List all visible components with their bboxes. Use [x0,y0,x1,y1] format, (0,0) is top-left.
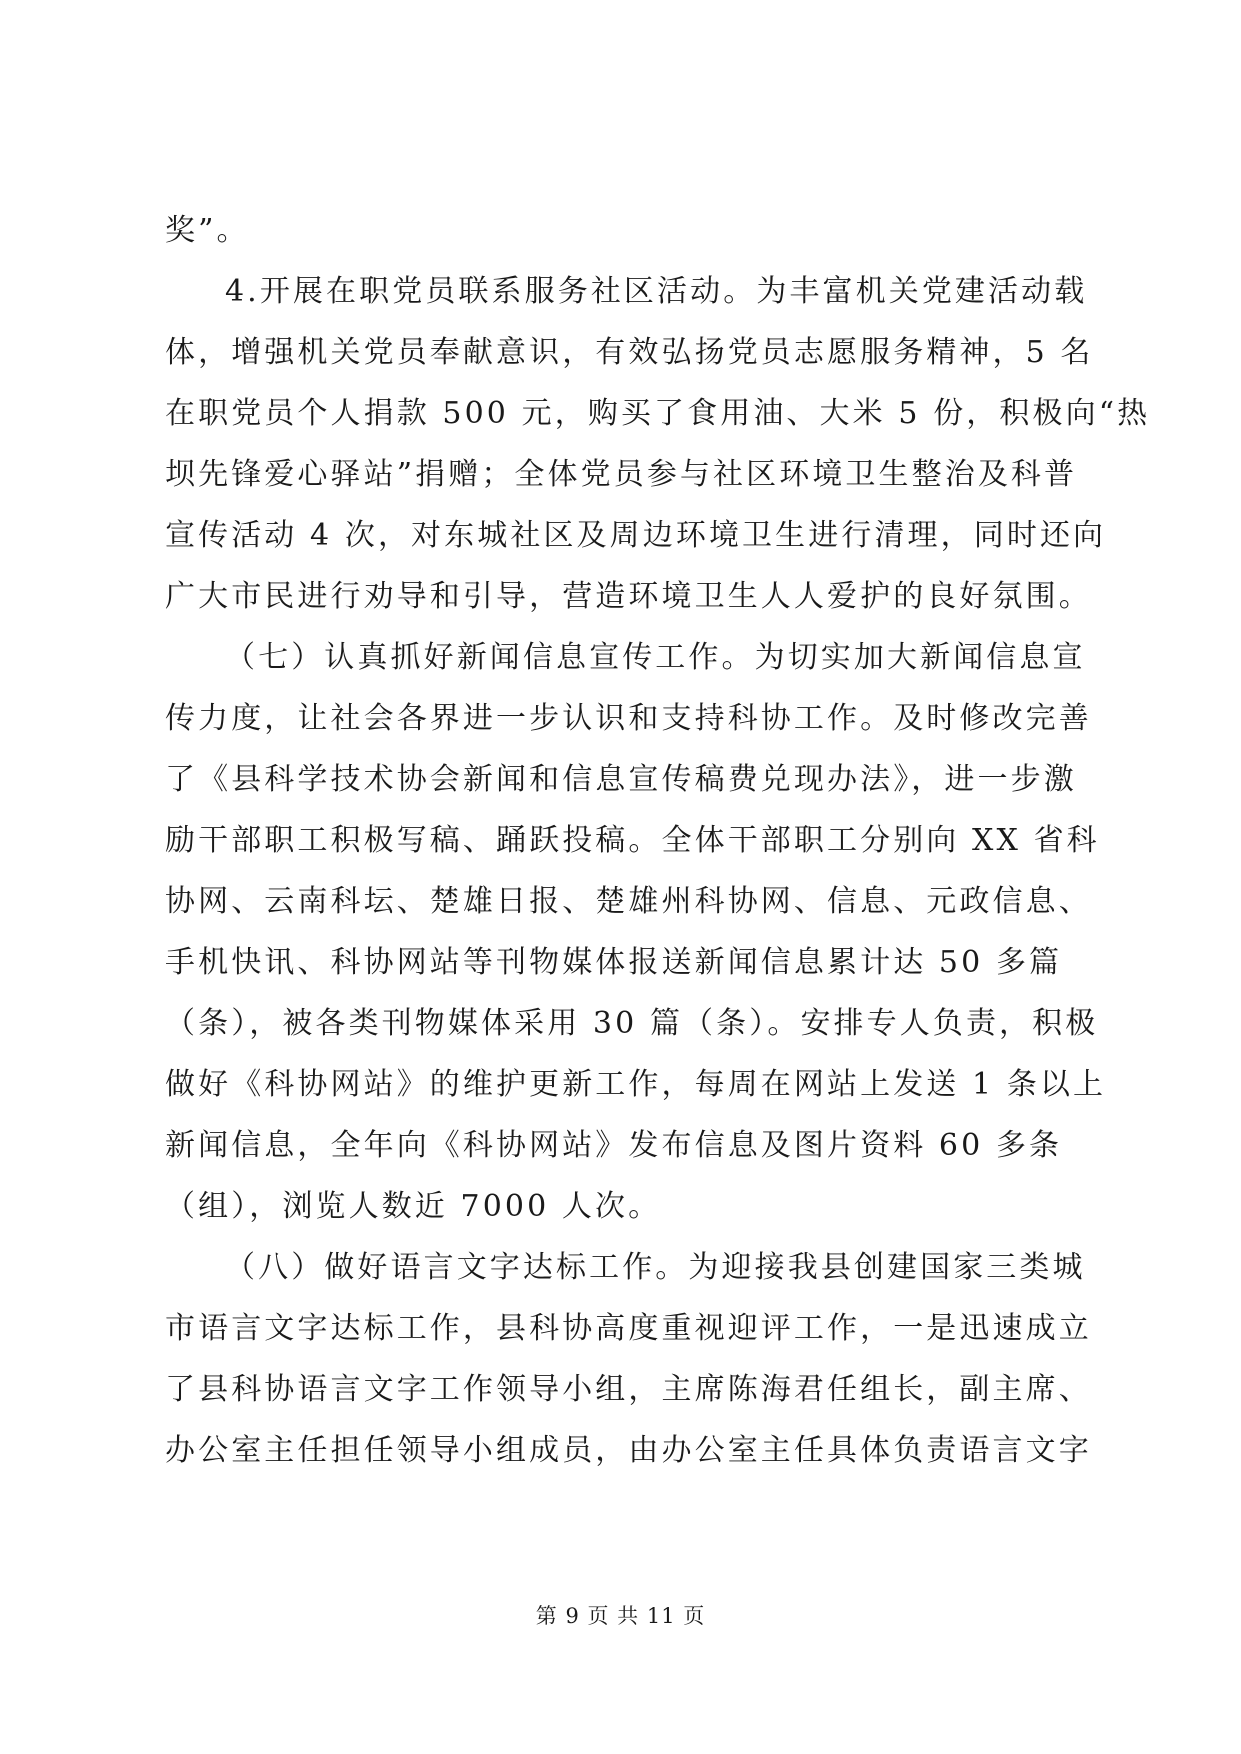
text-line: 4.开展在职党员联系服务社区活动。为丰富机关党建活动载 [225,274,1088,309]
text-line: 做好《科协网站》的维护更新工作，每周在网站上发送 1 条以上 [165,1067,1107,1102]
text-line: 新闻信息，全年向《科协网站》发布信息及图片资料 60 多条 [165,1128,1063,1163]
text-line: 手机快讯、科协网站等刊物媒体报送新闻信息累计达 50 多篇 [165,945,1063,980]
text-line: 在职党员个人捐款 500 元，购买了食用油、大米 5 份，积极向“热 [165,396,1151,431]
text-line: 励干部职工积极写稿、踊跃投稿。全体干部职工分别向 XX 省科 [165,823,1100,858]
text-line: 体，增强机关党员奉献意识，有效弘扬党员志愿服务精神，5 名 [165,335,1094,370]
text-line: 宣传活动 4 次，对东城社区及周边环境卫生进行清理，同时还向 [165,518,1107,553]
page-number-label: 第 9 页 共 11 页 [535,1604,706,1628]
text-line: 了县科协语言文字工作领导小组，主席陈海君任组长，副主席、 [165,1372,1092,1407]
text-line: （组），浏览人数近 7000 人次。 [165,1189,662,1224]
text-line: 广大市民进行劝导和引导，营造环境卫生人人爱护的良好氛围。 [165,579,1092,614]
text-line: （七）认真抓好新闻信息宣传工作。为切实加大新闻信息宣 [225,640,1086,675]
page-footer [0,1600,1241,1630]
text-line: 了《县科学技术协会新闻和信息宣传稿费兑现办法》，进一步激 [165,762,1077,797]
text-line: 传力度，让社会各界进一步认识和支持科协工作。及时修改完善 [165,701,1092,736]
text-line: （条），被各类刊物媒体采用 30 篇（条）。安排专人负责，积极 [165,1006,1099,1041]
text-line: 坝先锋爱心驿站”捐赠；全体党员参与社区环境卫生整治及科普 [165,457,1078,492]
text-line: 市语言文字达标工作，县科协高度重视迎评工作，一是迅速成立 [165,1311,1092,1346]
text-line: 奖”。 [165,213,250,248]
text-line: 办公室主任担任领导小组成员，由办公室主任具体负责语言文字 [165,1433,1092,1468]
text-line: 协网、云南科坛、楚雄日报、楚雄州科协网、信息、元政信息、 [165,884,1092,919]
text-line: （八）做好语言文字达标工作。为迎接我县创建国家三类城 [225,1250,1086,1285]
body-text [165,200,1151,1481]
